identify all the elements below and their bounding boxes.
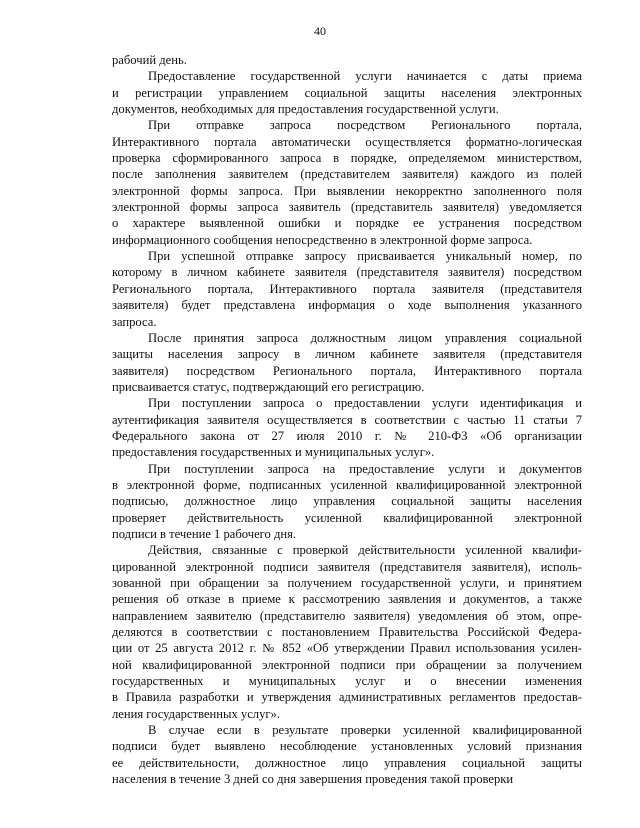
- paragraph: [112, 248, 582, 330]
- text-line: В случае если в результате проверки усиленной квалифицированной: [148, 723, 582, 738]
- paragraph: [112, 117, 582, 248]
- text-line: населения в течение 3 дней со дня завершения проведения такой проверки: [112, 772, 514, 787]
- paragraph: [112, 461, 582, 543]
- text-line: ления государственных услуг».: [112, 706, 280, 721]
- text-line: после заполнения заявителем (представителем заявителя) каждого из полей: [112, 167, 582, 182]
- text-line: запроса.: [112, 314, 157, 329]
- text-line: в Правила разработки и утверждения административных регламентов предостав-: [112, 690, 582, 705]
- text-line: проверяет действительность усиленной квалифицированной электронной: [112, 510, 582, 525]
- text-line: Действия, связанные с проверкой действительности усиленной квалифи-: [148, 543, 582, 558]
- text-line: Федерального закона от 27 июля 2010 г. № 210-ФЗ «Об организации: [112, 428, 582, 443]
- text-line: государственных и муниципальных услуг и о внесении изменения: [112, 674, 582, 689]
- text-line: заявителя) посредством Регионального портала, Интерактивного портала: [112, 363, 582, 378]
- text-line: которому в личном кабинете заявителя (представителя заявителя) посредством: [112, 265, 582, 280]
- text-line: рабочий день.: [112, 53, 187, 67]
- text-line: о характере выявленной ошибки и порядке ее устранения посредством: [112, 216, 582, 231]
- text-line: электронной формы запроса. При выявлении некорректно заполненного поля: [112, 183, 582, 198]
- text-line: ции от 25 августа 2012 г. № 852 «Об утверждении Правил использования усилен-: [112, 641, 582, 656]
- text-line: подписью, должностное лицо управления социальной защиты населения: [112, 494, 582, 509]
- text-line: ной квалифицированной электронной подписи при обращении за получением: [112, 657, 582, 672]
- text-line: проверка сформированного запроса в порядке, определяемом министерством,: [112, 151, 582, 166]
- text-line: зованной при обращении за получением государственной услуги, и принятием: [112, 576, 582, 590]
- paragraph: [112, 722, 582, 787]
- text-line: При поступлении запроса о предоставлении услуги идентификация и: [148, 396, 582, 411]
- text-line: подписи в течение 1 рабочего дня.: [112, 526, 297, 541]
- text-line: Регионального портала, Интерактивного портала заявителя (представителя: [112, 281, 582, 296]
- document-body: [112, 52, 582, 787]
- text-line: При успешной отправке запросу присваивается уникальный номер, по: [148, 249, 582, 264]
- text-line: информационного сообщения непосредственно в электронной форме запроса.: [112, 232, 533, 247]
- text-line: Предоставление государственной услуги начинается с даты приема: [148, 69, 582, 84]
- text-line: в электронной форме, подписанных усиленной квалифицированной электронной: [112, 477, 582, 492]
- text-line: После принятия запроса должностным лицом управления социальной: [148, 330, 582, 345]
- text-line: защиты населения запросу в личном кабинете заявителя (представителя: [112, 347, 582, 362]
- paragraph: [112, 395, 582, 460]
- text-line: присваивается статус, подтверждающий его регистрацию.: [112, 379, 425, 394]
- text-line: предоставления государственных и муниципальных услуг».: [112, 445, 435, 460]
- text-line: аутентификация заявителя осуществляется в соответствии с частью 11 статьи 7: [112, 412, 582, 427]
- paragraph: [112, 68, 582, 117]
- text-line: деляются в соответствии с постановлением Правительства Российской Федера-: [112, 625, 582, 640]
- text-line: ее действительности, должностное лицо управления социальной защиты: [112, 755, 582, 770]
- text-line: цированной электронной подписи заявителя (представителя заявителя), исполь-: [112, 559, 582, 574]
- paragraph: [112, 330, 582, 395]
- text-line: направлением заявителю (представителю заявителя) уведомления об этом, опре-: [112, 608, 582, 623]
- text-line: документов, необходимых для предоставления государственной услуги.: [112, 102, 499, 117]
- paragraph: [112, 52, 582, 68]
- text-line: решения об отказе в приеме к рассмотрению заявления и документов, а также: [112, 592, 582, 607]
- text-line: и регистрации управлением социальной защиты населения электронных: [112, 85, 582, 100]
- text-line: подписи будет выявлено несоблюдение установленных условий признания: [112, 739, 582, 754]
- text-line: При поступлении запроса на предоставление услуги и документов: [148, 461, 582, 476]
- text-line: При отправке запроса посредством Регионального портала,: [148, 118, 582, 133]
- page-number: 40: [314, 24, 326, 38]
- text-line: Интерактивного портала автоматически осуществляется форматно-логическая: [112, 134, 582, 149]
- paragraph: [112, 542, 582, 722]
- text-line: заявителя) будет представлена информация о ходе выполнения указанного: [112, 298, 582, 313]
- text-line: электронной формы запроса заявитель (представитель заявителя) уведомляется: [112, 200, 582, 215]
